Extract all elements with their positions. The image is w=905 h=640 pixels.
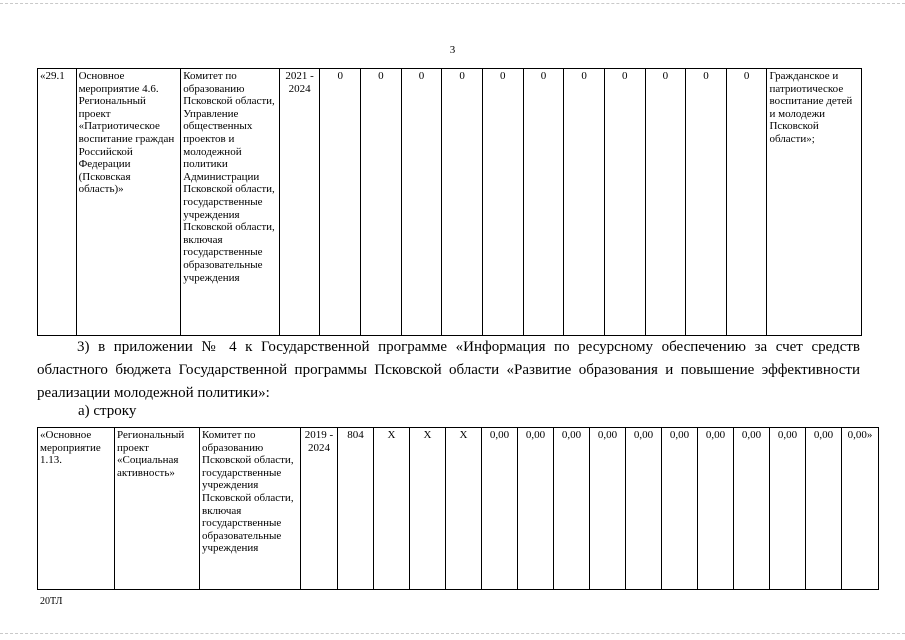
subheading: а) строку [78, 403, 137, 419]
value-cell: 0 [482, 69, 523, 336]
expected-result: Гражданское и патриотическое воспитание детей и молодежи Псковской области»; [767, 69, 862, 336]
value-cell: 0 [442, 69, 483, 336]
period: 2021 - 2024 [279, 69, 320, 336]
executor: Комитет по образованию Псковской области, Управление общественных проектов и молодежной политики Администрации Псковской области, государственные учреждения Псковской области, включая государственные образовательные учреждения [181, 69, 280, 336]
scan-artifact-bottom [0, 633, 905, 634]
value-cell: 0 [645, 69, 686, 336]
value-cell: 0 [604, 69, 645, 336]
paragraph-text: 3) в приложении № 4 к Государственной программе «Информация по ресурсному обеспечению за счет средств областного бюджета Государственной программы Псковской области «Развитие образования и повышение эффективности реализации молодежной политики»: [37, 339, 860, 401]
program-table-2 [37, 427, 879, 590]
value-cell: 0 [401, 69, 442, 336]
program-table-1 [37, 68, 862, 336]
value-cell: 0 [564, 69, 605, 336]
value-cell: 0,00 [698, 428, 734, 590]
value-cell-last: 0,00» [842, 428, 879, 590]
value-cell: 0,00 [806, 428, 842, 590]
value-cell: 0,00 [734, 428, 770, 590]
page-number: 3 [449, 44, 456, 56]
value-cell: 0,00 [626, 428, 662, 590]
body-paragraph [37, 336, 860, 405]
value-cell: 0 [320, 69, 361, 336]
value-cell: 0,00 [554, 428, 590, 590]
x-cell: X [374, 428, 410, 590]
executor: Комитет по образованию Псковской области, государственные учреждения Псковской области, включая государственные образовательные учреждения [200, 428, 301, 590]
value-cell: 0 [523, 69, 564, 336]
row-id: «29.1 [38, 69, 77, 336]
activity-name: «Основное мероприятие 1.13. [38, 428, 115, 590]
activity-name: Основное мероприятие 4.6. Региональный проект «Патриотическое воспитание граждан Российской Федерации (Псковская область)» [76, 69, 181, 336]
table-row [38, 69, 862, 336]
value-cell: 0,00 [590, 428, 626, 590]
period: 2019 - 2024 [301, 428, 338, 590]
value-cell: 0 [686, 69, 727, 336]
footer-code: 20ТЛ [40, 596, 63, 607]
x-cell: X [446, 428, 482, 590]
value-cell: 0,00 [482, 428, 518, 590]
value-cell: 0,00 [518, 428, 554, 590]
x-cell: X [410, 428, 446, 590]
value-cell: 0 [726, 69, 767, 336]
value-cell: 0 [361, 69, 402, 336]
value-cell: 0,00 [662, 428, 698, 590]
budget-code: 804 [338, 428, 374, 590]
value-cell: 0,00 [770, 428, 806, 590]
table-row [38, 428, 879, 590]
project-name: Региональный проект «Социальная активность» [115, 428, 200, 590]
scan-artifact-top [0, 3, 905, 4]
